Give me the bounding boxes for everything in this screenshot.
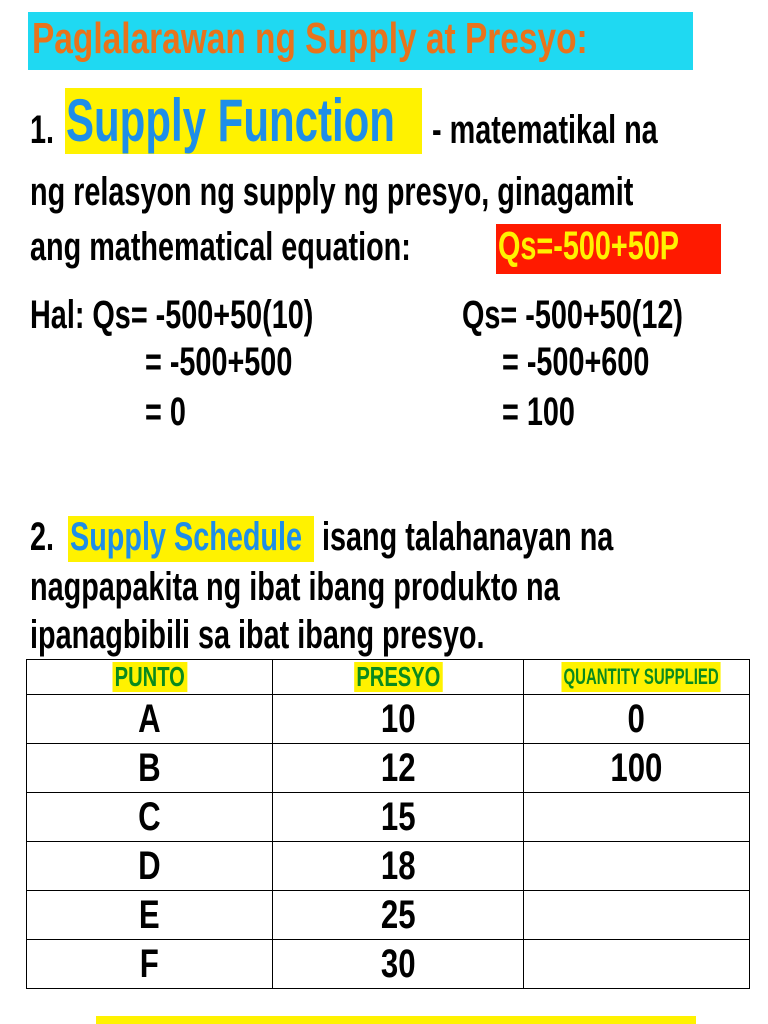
supply-function-definition-line2: ng relasyon ng supply ng presyo, ginagamit xyxy=(30,170,634,214)
supply-function-number: 1. xyxy=(30,108,55,152)
cell-value: B xyxy=(138,746,161,790)
table-row xyxy=(27,940,750,989)
cell-presyo xyxy=(273,891,524,940)
cell-value: 18 xyxy=(380,844,416,888)
header-punto xyxy=(27,660,273,695)
example-2-line3: = 100 xyxy=(502,390,575,434)
header-quantity-supplied xyxy=(524,660,750,695)
table-row xyxy=(27,891,750,940)
table-row xyxy=(27,842,750,891)
supply-schedule-number: 2. xyxy=(30,515,55,559)
example-1-line3: = 0 xyxy=(145,390,186,434)
cell-value: A xyxy=(138,697,161,741)
supply-function-term: Supply Function xyxy=(66,87,395,154)
cell-punto xyxy=(27,695,273,744)
cell-value: 15 xyxy=(380,795,416,839)
cell-value: 0 xyxy=(627,697,646,741)
header-label: QUANTITY SUPPLIED xyxy=(561,662,720,692)
cell-presyo xyxy=(273,744,524,793)
cell-punto xyxy=(27,793,273,842)
cell-quantity-supplied xyxy=(524,891,750,940)
header-presyo xyxy=(273,660,524,695)
example-2-line2: = -500+600 xyxy=(502,340,650,384)
table-header-row xyxy=(27,660,750,695)
cell-quantity-supplied xyxy=(524,695,750,744)
example-1-line2: = -500+500 xyxy=(145,340,293,384)
cell-value: F xyxy=(139,942,160,986)
cell-value: D xyxy=(138,844,161,888)
supply-function-definition-start: - matematikal na xyxy=(432,108,658,152)
example-2-line1: Qs= -500+50(12) xyxy=(462,293,683,337)
cell-quantity-supplied xyxy=(524,940,750,989)
table-row xyxy=(27,744,750,793)
supply-schedule-term: Supply Schedule xyxy=(70,515,303,559)
bottom-highlight-bar xyxy=(96,1016,696,1024)
page-title: Paglalarawan ng Supply at Presyo: xyxy=(32,14,588,63)
example-1-line1: Hal: Qs= -500+50(10) xyxy=(30,293,314,337)
cell-quantity-supplied xyxy=(524,744,750,793)
cell-punto xyxy=(27,891,273,940)
cell-presyo xyxy=(273,940,524,989)
cell-punto xyxy=(27,744,273,793)
supply-equation: Qs=-500+50P xyxy=(498,224,679,268)
cell-value: 25 xyxy=(380,893,416,937)
cell-value: 100 xyxy=(610,746,663,790)
cell-presyo xyxy=(273,695,524,744)
supply-function-definition-line3: ang mathematical equation: xyxy=(30,225,411,269)
cell-punto xyxy=(27,842,273,891)
cell-value: 10 xyxy=(380,697,416,741)
header-label: PRESYO xyxy=(354,662,442,692)
supply-schedule-definition-start: isang talahanayan na xyxy=(322,515,614,559)
cell-value: C xyxy=(138,795,161,839)
table-row xyxy=(27,793,750,842)
cell-quantity-supplied xyxy=(524,842,750,891)
header-label: PUNTO xyxy=(112,662,187,692)
supply-schedule-definition-line3: ipanagbibili sa ibat ibang presyo. xyxy=(30,613,485,657)
cell-punto xyxy=(27,940,273,989)
cell-value: E xyxy=(139,893,160,937)
cell-value: 12 xyxy=(380,746,416,790)
cell-presyo xyxy=(273,842,524,891)
cell-value: 30 xyxy=(380,942,416,986)
cell-quantity-supplied xyxy=(524,793,750,842)
cell-presyo xyxy=(273,793,524,842)
supply-schedule-definition-line2: nagpapakita ng ibat ibang produkto na xyxy=(30,565,560,609)
table-row xyxy=(27,695,750,744)
supply-schedule-table xyxy=(26,659,750,989)
